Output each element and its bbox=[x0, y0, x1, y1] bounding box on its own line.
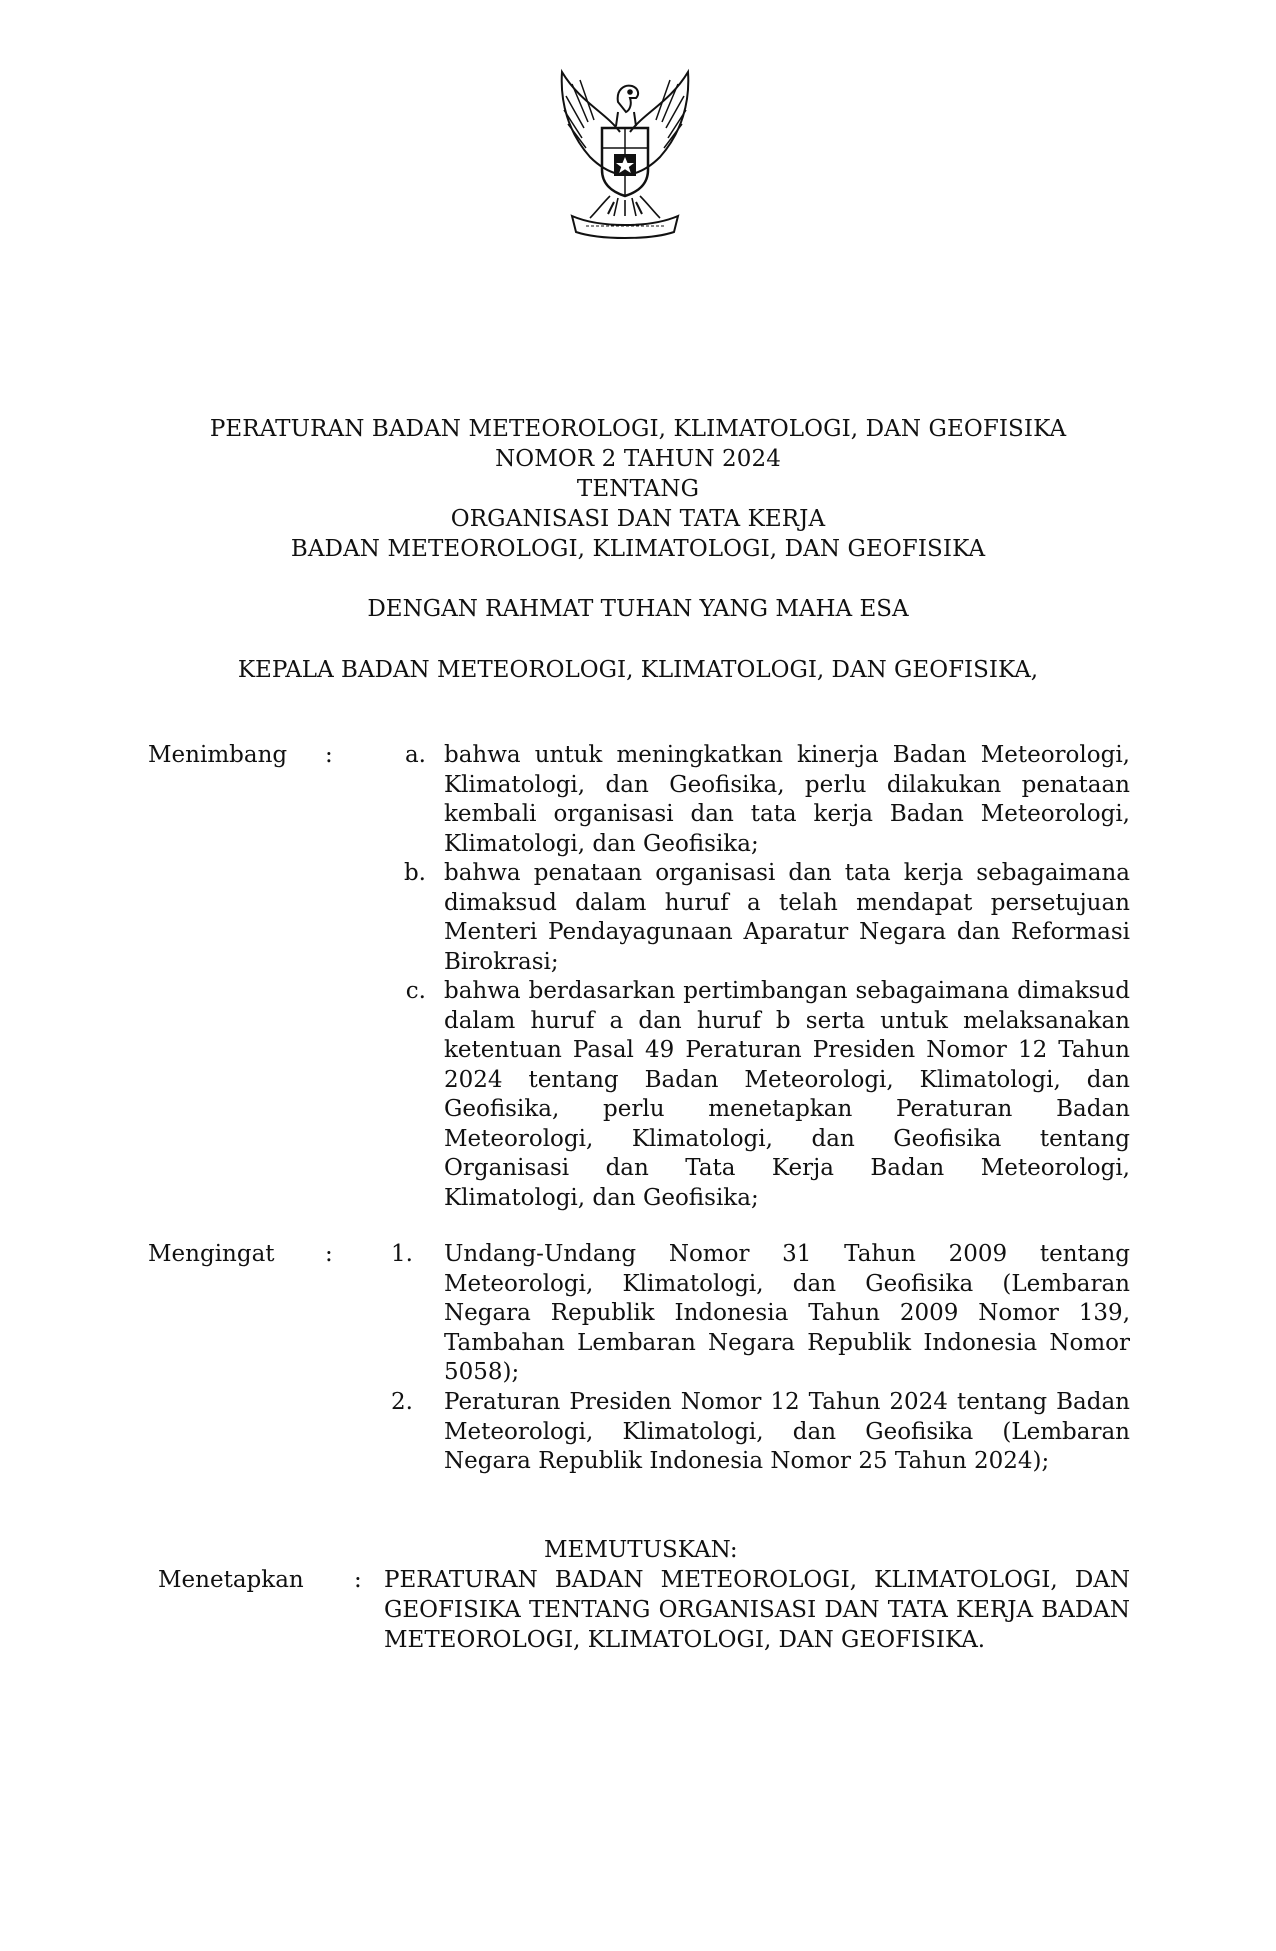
kepala-line: KEPALA BADAN METEOROLOGI, KLIMATOLOGI, DAN GEOFISIKA, bbox=[237, 657, 1039, 683]
title-line: ORGANISASI DAN TATA KERJA bbox=[450, 506, 826, 532]
title-line: PERATURAN BADAN METEOROLOGI, KLIMATOLOGI, DAN GEOFISIKA bbox=[209, 416, 1067, 442]
menimbang-label: Menimbang bbox=[148, 742, 288, 768]
mengingat-colon: : bbox=[325, 1241, 333, 1267]
menetapkan-label: Menetapkan bbox=[158, 1567, 304, 1593]
menimbang-item-b: bahwa penataan organisasi dan tata kerja sebagaimana dimaksud dalam huruf a telah mendapat persetujuan Menteri Pendayagunaan Aparatur Negara dan Reformasi Birokrasi; bbox=[444, 860, 1130, 975]
title-line: BADAN METEOROLOGI, KLIMATOLOGI, DAN GEOFISIKA bbox=[290, 536, 986, 562]
title-line: TENTANG bbox=[576, 476, 700, 502]
mengingat-label: Mengingat bbox=[148, 1241, 275, 1267]
menimbang-colon: : bbox=[325, 742, 333, 768]
menimbang-marker-c: c. bbox=[405, 978, 426, 1004]
menimbang-item-a: bahwa untuk meningkatkan kinerja Badan Meteorologi, Klimatologi, dan Geofisika, perlu dilakukan penataan kembali organisasi dan tata kerja Badan Meteorologi, Klimatologi, dan Geofisika; bbox=[444, 742, 1130, 857]
document-title bbox=[0, 414, 1276, 564]
memutuskan-heading: MEMUTUSKAN: bbox=[544, 1537, 738, 1563]
title-line: NOMOR 2 TAHUN 2024 bbox=[495, 446, 781, 472]
garuda-emblem-icon bbox=[550, 62, 700, 242]
menetapkan-text: PERATURAN BADAN METEOROLOGI, KLIMATOLOGI, DAN GEOFISIKA TENTANG ORGANISASI DAN TATA KERJA BADAN METEOROLOGI, KLIMATOLOGI, DAN GEOFISIKA. bbox=[384, 1567, 1130, 1653]
rahmat-line: DENGAN RAHMAT TUHAN YANG MAHA ESA bbox=[367, 596, 909, 622]
mengingat-item-2: Peraturan Presiden Nomor 12 Tahun 2024 tentang Badan Meteorologi, Klimatologi, dan Geofisika (Lembaran Negara Republik Indonesia Nomor 25 Tahun 2024); bbox=[444, 1389, 1130, 1474]
mengingat-item-1: Undang-Undang Nomor 31 Tahun 2009 tentang Meteorologi, Klimatologi, dan Geofisika (Lembaran Negara Republik Indonesia Tahun 2009 Nomor 139, Tambahan Lembaran Negara Republik Indonesia Nomor 5058); bbox=[444, 1241, 1130, 1385]
menimbang-marker-a: a. bbox=[404, 742, 426, 768]
mengingat-marker-2: 2. bbox=[391, 1389, 413, 1415]
menimbang-marker-b: b. bbox=[403, 860, 426, 886]
menimbang-item-c: bahwa berdasarkan pertimbangan sebagaimana dimaksud dalam huruf a dan huruf b serta untuk melaksanakan ketentuan Pasal 49 Peraturan Presiden Nomor 12 Tahun 2024 tentang Badan Meteorologi, Klimatologi, dan Geofisika, perlu menetapkan Peraturan Badan Meteorologi, Klimatologi, dan Geofisika tentang Organisasi dan Tata Kerja Badan Meteorologi, Klimatologi, dan Geofisika; bbox=[444, 978, 1130, 1211]
menetapkan-colon: : bbox=[354, 1567, 362, 1593]
mengingat-marker-1: 1. bbox=[391, 1241, 413, 1267]
